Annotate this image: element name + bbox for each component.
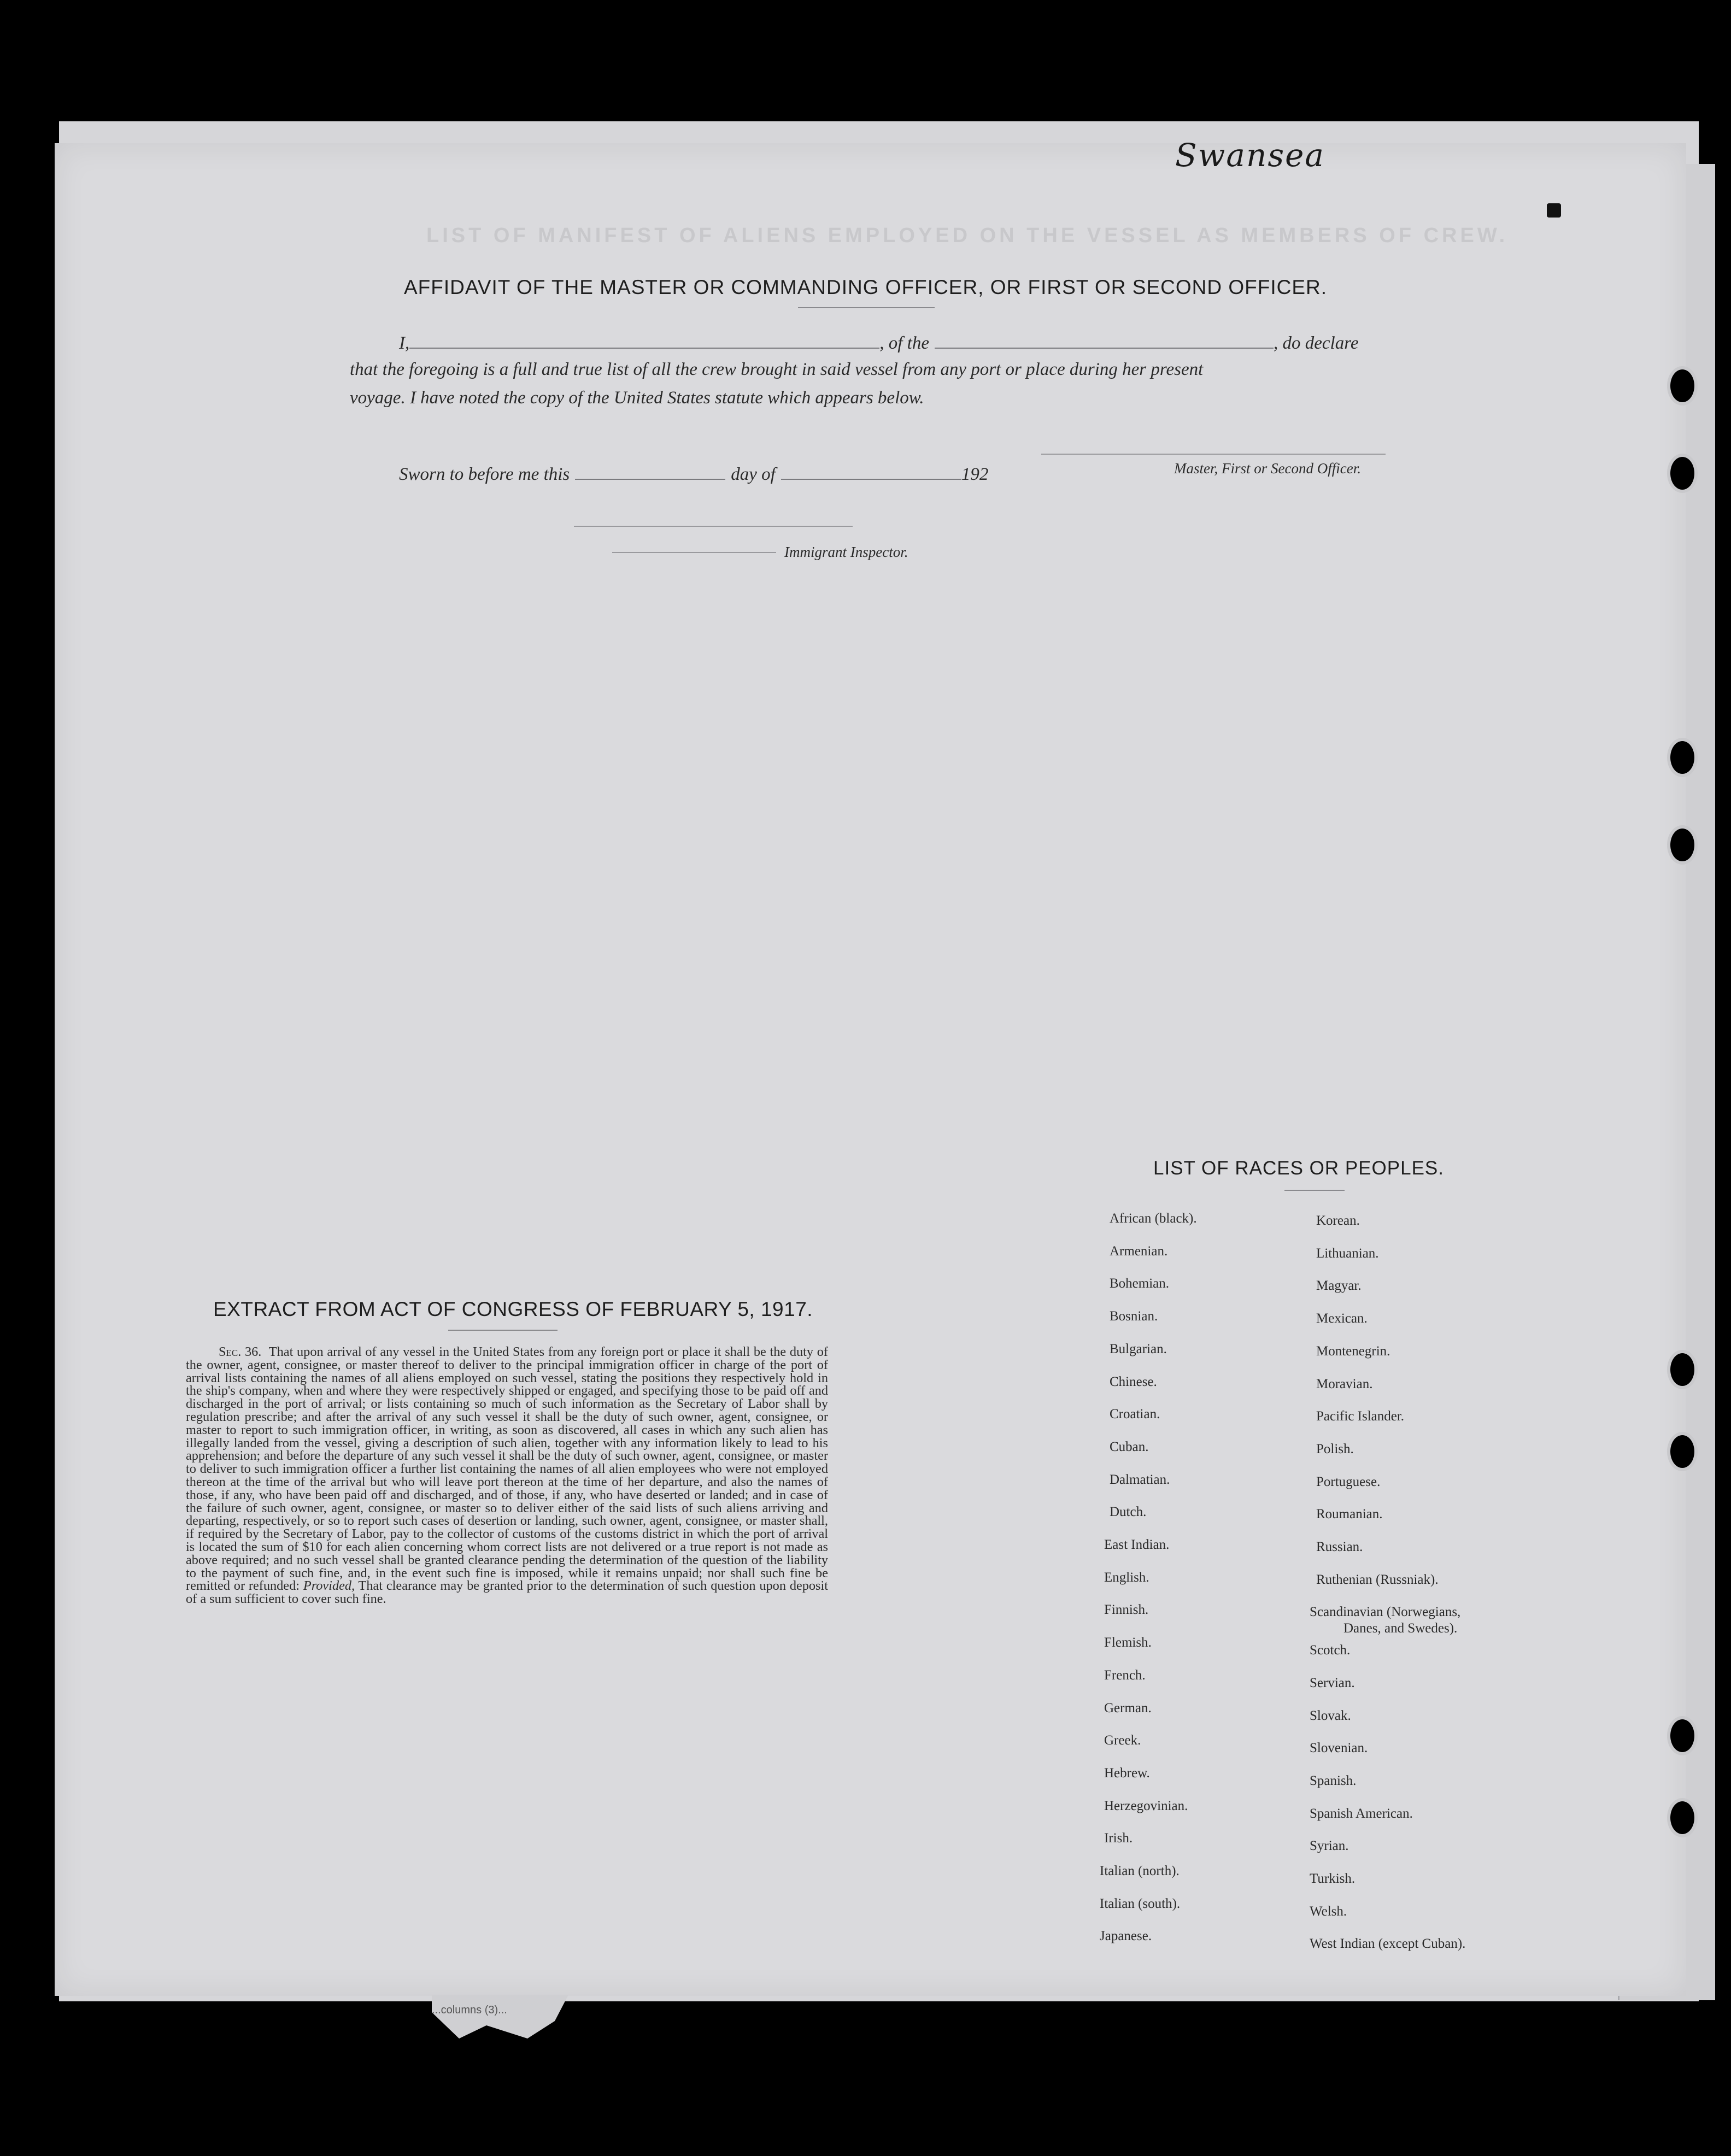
divider	[448, 1330, 558, 1331]
affidavit-line-3: voyage. I have noted the copy of the United States statute which appears below.	[350, 388, 924, 408]
day-of-label: day of	[731, 465, 776, 484]
race-item: Hebrew.	[1104, 1766, 1150, 1781]
race-item: Scandinavian (Norwegians,	[1310, 1605, 1461, 1619]
binder-ring	[1667, 454, 1698, 493]
race-item: Pacific Islander.	[1316, 1409, 1405, 1424]
race-item: Flemish.	[1104, 1635, 1152, 1650]
binder-ring	[1667, 1716, 1698, 1755]
binder-ring	[1667, 738, 1698, 777]
race-item: Spanish.	[1310, 1773, 1357, 1788]
sworn-line	[399, 465, 988, 485]
race-item: Moravian.	[1316, 1377, 1373, 1391]
race-item: Danes, and Swedes).	[1343, 1621, 1458, 1636]
handwritten-annotation: Swansea	[1175, 137, 1325, 174]
race-item: Bosnian.	[1110, 1309, 1158, 1324]
race-item: Scotch.	[1310, 1643, 1351, 1658]
inspector-signature-field[interactable]	[574, 526, 853, 527]
race-item: Syrian.	[1310, 1838, 1349, 1853]
race-item: Polish.	[1316, 1442, 1354, 1456]
race-item: Irish.	[1104, 1831, 1133, 1846]
race-item: Welsh.	[1310, 1904, 1347, 1919]
race-item: Spanish American.	[1310, 1806, 1413, 1821]
race-item: Croatian.	[1110, 1407, 1160, 1421]
sworn-day-field[interactable]	[575, 467, 725, 480]
extract-title: EXTRACT FROM ACT OF CONGRESS OF FEBRUARY 5, 1917.	[213, 1298, 813, 1320]
year-prefix: 192	[961, 465, 989, 484]
race-item: West Indian (except Cuban).	[1310, 1936, 1466, 1951]
extract-body	[186, 1346, 828, 1606]
affidavit-line-2: that the foregoing is a full and true list of all the crew brought in said vessel from any port or place during her present	[350, 360, 1204, 379]
race-item: French.	[1104, 1668, 1146, 1683]
race-item: Magyar.	[1316, 1278, 1362, 1293]
sworn-label: Sworn to before me this	[399, 465, 570, 484]
binder-ring	[1667, 1350, 1698, 1389]
race-item: Slovak.	[1310, 1708, 1351, 1723]
race-item: Lithuanian.	[1316, 1246, 1379, 1261]
race-item: Roumanian.	[1316, 1507, 1383, 1521]
torn-corner	[432, 1995, 568, 2038]
race-item: Greek.	[1104, 1733, 1141, 1748]
section-label: Sec. 36.	[219, 1344, 262, 1359]
race-item: Portuguese.	[1316, 1474, 1381, 1489]
footer-fragment: ...columns (3)...	[432, 2004, 507, 2016]
race-item: Chinese.	[1110, 1374, 1157, 1389]
binder-ring	[1667, 825, 1698, 865]
master-signature-label: Master, First or Second Officer.	[1174, 460, 1361, 477]
do-declare-label: , do declare	[1273, 333, 1359, 353]
race-item: African (black).	[1110, 1211, 1197, 1226]
race-item: Bohemian.	[1110, 1276, 1170, 1291]
extract-text-part-2: That clearance may be granted prior to the determination of such question upon deposit of a sum sufficient to cover such fine.	[186, 1578, 829, 1607]
race-item: Herzegovinian.	[1104, 1799, 1188, 1813]
race-item: Servian.	[1310, 1676, 1355, 1690]
race-item: Ruthenian (Russniak).	[1316, 1572, 1439, 1587]
declarant-prefix: I,	[399, 333, 410, 353]
of-the-label: , of the	[879, 333, 929, 353]
extract-text-part-1: That upon arrival of any vessel in the United States from any foreign port or place it shall be the duty of the owner, agent, consignee, or master thereof to deliver to the principal immigration officer in charge of the port of arrival lists containing the names of all aliens employed on such vessel, stating the positions they respectively hold in the ship's company, when and where they were respectively shipped or engaged, and specifying those to be paid off and discharged in the port of arrival; or lists containing so much of such information as the Secretary of Labor shall by regulation prescribe; and after the arrival of any such vessel it shall be the duty of such owner, agent, consignee, or master to report to such immigration officer, in writing, as soon as discovered, all cases in which any such alien has illegally landed from the vessel, giving a description of such alien, together with any information likely to lead to his apprehension; and before the departure of any such vessel it shall be the duty of such owner, agent, consignee, or master to deliver to such immigration officer a further list containing the names of all alien employees who were not employed thereon at the time of the arrival but who will leave port thereon at the time of her departure, and also the names of those, if any, who have been paid off and discharged, and of those, if any, who have deserted or landed; and in case of the failure of such owner, agent, consignee, or master so to deliver either of the said lists of such aliens arriving and departing, respectively, or so to report such cases of desertion or landing, such owner, agent, consignee, or master shall, if required by the Secretary of Labor, pay to the collector of customs of the customs district in which the port of arrival is located the sum of $10 for each alien concerning whom correct lists are not delivered or a true report is not made as above required; and no such vessel shall be granted clearance pending the determination of the question of the liability to the payment of such fine, and, in the event such fine is imposed, while it remains unpaid; nor shall such fine be remitted or refunded:	[186, 1344, 828, 1594]
divider	[1284, 1190, 1345, 1191]
race-item: Slovenian.	[1310, 1741, 1368, 1755]
binder-ring	[1667, 1798, 1698, 1837]
provided-word: Provided,	[303, 1578, 355, 1594]
race-item: Dalmatian.	[1110, 1472, 1170, 1487]
bleed-through-text: LIST OF MANIFEST OF ALIENS EMPLOYED ON THE VESSEL AS MEMBERS OF CREW.	[426, 224, 1509, 246]
vessel-name-field[interactable]	[935, 336, 1274, 349]
sworn-month-field[interactable]	[781, 467, 961, 480]
races-title: LIST OF RACES OR PEOPLES.	[1153, 1158, 1445, 1179]
affidavit-title: AFFIDAVIT OF THE MASTER OR COMMANDING OFFICER, OR FIRST OR SECOND OFFICER.	[403, 276, 1328, 298]
race-item: Finnish.	[1104, 1602, 1149, 1617]
divider	[798, 307, 935, 308]
race-item: Dutch.	[1110, 1505, 1147, 1519]
form-page	[55, 143, 1686, 1996]
race-item: Italian (north).	[1100, 1864, 1180, 1878]
race-item: Japanese.	[1100, 1929, 1152, 1943]
inspector-signature-line	[612, 552, 776, 553]
race-item: German.	[1104, 1701, 1152, 1716]
affidavit-line-1	[399, 333, 1358, 354]
race-item: Turkish.	[1310, 1871, 1356, 1886]
race-item: Armenian.	[1110, 1244, 1168, 1259]
declarant-name-field[interactable]	[409, 336, 879, 349]
race-item: Bulgarian.	[1110, 1342, 1167, 1356]
binder-ring	[1667, 366, 1698, 406]
race-item: Russian.	[1316, 1540, 1363, 1554]
inspector-label: Immigrant Inspector.	[784, 544, 908, 560]
race-item: English.	[1104, 1570, 1149, 1585]
race-item: Montenegrin.	[1316, 1344, 1390, 1359]
ink-mark	[1547, 203, 1561, 218]
race-item: Korean.	[1316, 1213, 1360, 1228]
master-signature-field[interactable]	[1041, 454, 1386, 455]
race-item: Mexican.	[1316, 1311, 1368, 1326]
binder-ring	[1667, 1432, 1698, 1471]
race-item: Italian (south).	[1100, 1896, 1181, 1911]
race-item: East Indian.	[1104, 1537, 1170, 1552]
race-item: Cuban.	[1110, 1440, 1149, 1454]
